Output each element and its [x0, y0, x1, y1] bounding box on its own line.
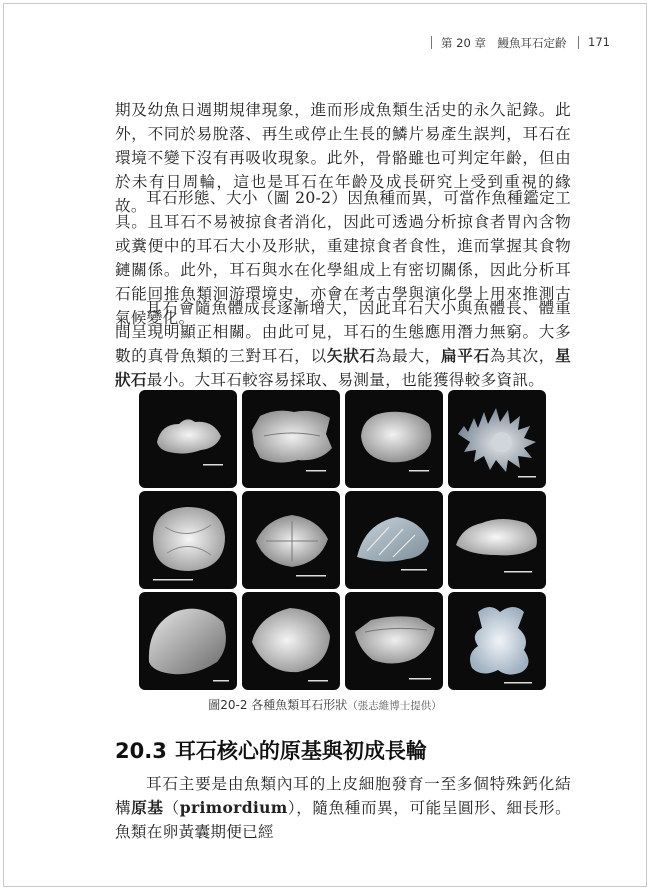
- term-sagitta: 矢狀石: [326, 346, 376, 365]
- term-asteriscus: 星狀石: [115, 346, 572, 389]
- section-number: 20.3: [115, 739, 167, 763]
- otolith-image: [139, 592, 237, 690]
- otolith-image: [345, 592, 443, 690]
- header-divider: [578, 36, 579, 49]
- otolith-image: [242, 390, 340, 488]
- body-paragraph: 耳石形態、大小（圖 20-2）因魚種而異，可當作魚種鑑定工具。且耳石不易被掠食者消化，因此可透過分析掠食者胃內含物或糞便中的耳石大小及形狀，重建掠食者食性，進而掌握其食物鏈關係。此外，耳石與水在化學組成上有密切關係，因此分析耳石能回推魚類洄游環境史，亦會在考古學與演化學上用來推測古氣候變化。: [115, 189, 571, 327]
- section-heading: [115, 735, 427, 765]
- page-number: 171: [588, 35, 610, 49]
- header-divider: [431, 36, 432, 49]
- otolith-image: [345, 491, 443, 589]
- otolith-image: [139, 390, 237, 488]
- figure-caption: [0, 696, 650, 713]
- term-lapillus: 扁平石: [441, 346, 490, 365]
- term-primordium-zh: 原基: [131, 798, 164, 817]
- otolith-image: [448, 491, 546, 589]
- otolith-image: [242, 592, 340, 690]
- chapter-title: 第 20 章 鰻魚耳石定齡: [441, 36, 567, 50]
- term-primordium-en: primordium: [179, 798, 288, 817]
- otolith-image: [448, 390, 546, 488]
- body-paragraph: 期及幼魚日週期規律現象，進而形成魚類生活史的永久記錄。此外，不同於易脫落、再生或停止生長的鱗片易產生誤判，耳石在環境不變下沒有再吸收現象。此外，骨骼雖也可判定年齡，但由於未有日周輪，這也是耳石在年齡及成長研究上受到重視的緣故。: [115, 101, 571, 215]
- caption-credit: （張志維博士提供）: [347, 700, 442, 712]
- otolith-image: [345, 390, 443, 488]
- running-header: [0, 34, 650, 54]
- otolith-figure: [139, 390, 547, 690]
- otolith-image: [139, 491, 237, 589]
- otolith-image: [242, 491, 340, 589]
- otolith-image: [448, 592, 546, 690]
- body-paragraph: 耳石主要是由魚類內耳的上皮細胞發育一至多個特殊鈣化結構原基（primordium），隨魚種而異，可能呈圓形、細長形。魚類在卵黃囊期便已經: [115, 775, 571, 841]
- body-paragraph: 耳石會隨魚體成長逐漸增大，因此耳石大小與魚體長、體重間呈現明顯正相關。由此可見，耳石的生態應用潛力無窮。大多數的真骨魚類的三對耳石，以矢狀石為最大，扁平石為其次，星狀石最小。大耳石較容易採取、易測量，也能獲得較多資訊。: [115, 299, 572, 389]
- section-title: 耳石核心的原基與初成長輪: [174, 739, 427, 763]
- caption-main: 圖20-2 各種魚類耳石形狀: [208, 698, 348, 712]
